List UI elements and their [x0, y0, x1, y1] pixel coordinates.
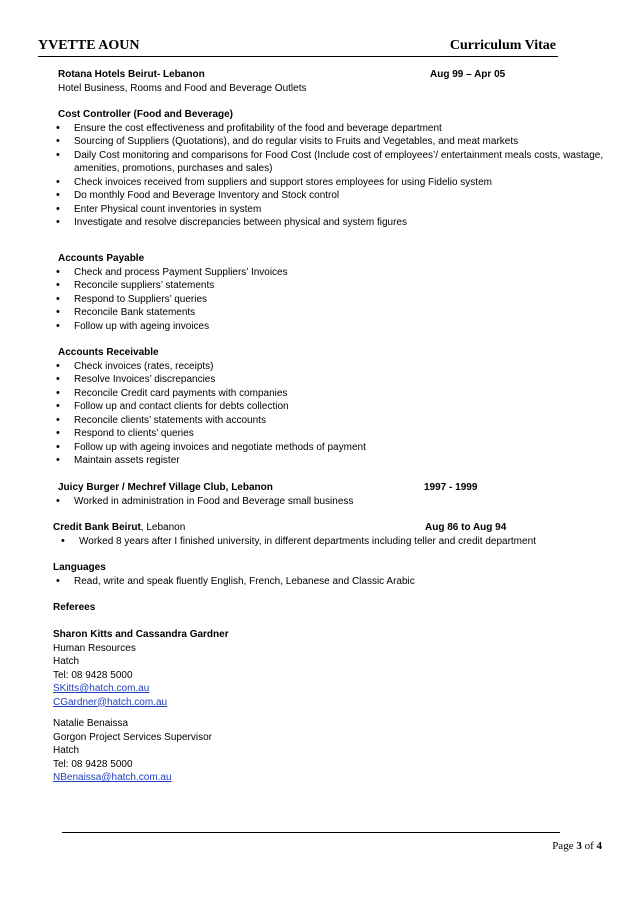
page-number: 3 — [576, 840, 582, 852]
rotana-job-header — [58, 68, 578, 82]
rotana-dates: Aug 99 – Apr 05 — [430, 69, 506, 80]
languages-list — [52, 575, 593, 589]
languages-section — [53, 561, 593, 588]
list-item: • Read, write and speak fluently English, French, Lebanese and Classic Arabic — [52, 575, 593, 589]
credit-company-location: , Lebanon — [140, 522, 186, 533]
referee-1-phone: Tel: 08 9428 5000 — [53, 669, 133, 681]
page-of-label: of — [581, 840, 597, 852]
list-item: • Check invoices (rates, receipts) — [52, 360, 578, 374]
rotana-company: Rotana Hotels Beirut- Lebanon — [58, 69, 205, 80]
list-item-text: Daily Cost monitoring and comparisons for Food Cost (Include cost of employees’/ entertainment meals costs, wastage, — [74, 149, 604, 161]
list-item-text-continued: amenities, promotions, purchases and sales) — [74, 163, 273, 174]
list-item: • Resolve Invoices’ discrepancies — [52, 373, 578, 387]
credit-dates: Aug 86 to Aug 94 — [425, 522, 507, 533]
referee-2-name: Natalie Benaissa — [53, 718, 129, 729]
referee-1-email-link[interactable]: SKitts@hatch.com.au — [53, 683, 150, 694]
list-item: • Investigate and resolve discrepancies between physical and system figures — [52, 216, 618, 230]
list-item: • Reconcile Credit card payments with companies — [52, 387, 578, 401]
juicy-list — [52, 495, 598, 509]
list-item: • Reconcile clients’ statements with accounts — [52, 414, 578, 428]
credit-job-header — [53, 521, 623, 535]
footer-divider — [62, 832, 560, 833]
page-header — [38, 38, 558, 57]
list-item: • Do monthly Food and Beverage Inventory and Stock control — [52, 189, 618, 203]
list-item: • Follow up and contact clients for debts collection — [52, 400, 578, 414]
referee-2-position: Gorgon Project Services Supervisor — [53, 731, 212, 743]
list-item: • Ensure the cost effectiveness and profitability of the food and beverage department — [52, 122, 618, 136]
credit-bank-job-section — [53, 521, 623, 548]
juicy-dates: 1997 - 1999 — [424, 482, 478, 493]
referee-1-position: Human Resources — [53, 642, 136, 654]
cost-controller-section — [58, 108, 618, 230]
accounts-payable-list — [52, 266, 578, 334]
referee-1-second-email-link[interactable]: CGardner@hatch.com.au — [53, 696, 168, 708]
referee-2-email-link[interactable]: NBenaissa@hatch.com.au — [53, 772, 172, 783]
referee-2-company: Hatch — [53, 745, 80, 756]
accounts-receivable-list — [52, 360, 578, 468]
credit-company: Credit Bank Beirut — [53, 522, 141, 533]
list-item: • Enter Physical count inventories in system — [52, 203, 618, 217]
accounts-receivable-section — [58, 346, 578, 468]
list-item: • Sourcing of Suppliers (Quotations), and do regular visits to Fruits and Vegetables, and meat markets — [52, 135, 618, 149]
juicy-job-header — [58, 481, 598, 495]
list-item: • Reconcile Bank statements — [52, 306, 578, 320]
list-item: • Reconcile suppliers’ statements — [52, 279, 578, 293]
referees-heading: Referees — [53, 602, 96, 613]
referee-1 — [53, 628, 453, 709]
accounts-receivable-heading: Accounts Receivable — [58, 347, 159, 358]
cost-controller-list — [52, 122, 618, 230]
referees-section — [53, 601, 453, 615]
list-item: • Follow up with ageing invoices — [52, 320, 578, 334]
languages-heading: Languages — [53, 562, 106, 573]
list-item: • Worked 8 years after I finished university, in different departments including teller and credit department — [57, 535, 623, 549]
list-item: • Worked in administration in Food and Beverage small business — [52, 495, 598, 509]
rotana-subtitle: Hotel Business, Rooms and Food and Beverage Outlets — [58, 82, 307, 94]
page-footer — [552, 840, 602, 852]
list-item: • Respond to Suppliers’ queries — [52, 293, 578, 307]
juicy-company: Juicy Burger / Mechref Village Club, Lebanon — [58, 482, 273, 493]
document-title: Curriculum Vitae — [449, 38, 556, 53]
list-item: • Maintain assets register — [52, 454, 578, 468]
referee-2-phone: Tel: 08 9428 5000 — [53, 758, 133, 770]
list-item: • Check invoices received from suppliers and support stores employees for using Fidelio system — [52, 176, 618, 190]
rotana-job-section — [58, 68, 578, 95]
page-label: Page — [552, 840, 577, 852]
candidate-name: YVETTE AOUN — [38, 38, 140, 53]
cost-controller-heading: Cost Controller (Food and Beverage) — [58, 109, 234, 120]
list-item — [52, 149, 618, 176]
list-item: • Check and process Payment Suppliers’ Invoices — [52, 266, 578, 280]
accounts-payable-heading: Accounts Payable — [58, 253, 145, 264]
page-total: 4 — [596, 840, 602, 852]
referee-1-company: Hatch — [53, 656, 80, 667]
accounts-payable-section — [58, 252, 578, 333]
list-item: • Respond to clients’ queries — [52, 427, 578, 441]
referee-2 — [53, 717, 453, 785]
credit-list — [57, 535, 623, 549]
referee-1-name: Sharon Kitts and Cassandra Gardner — [53, 629, 229, 640]
list-item: • Follow up with ageing invoices and negotiate methods of payment — [52, 441, 578, 455]
juicy-burger-job-section — [58, 481, 598, 508]
